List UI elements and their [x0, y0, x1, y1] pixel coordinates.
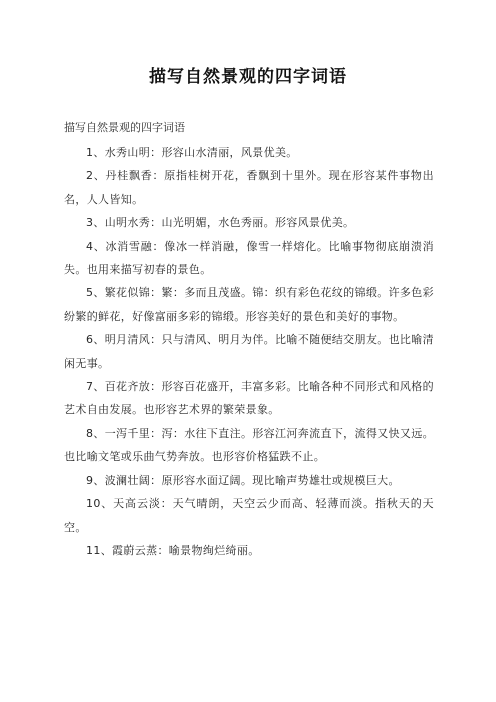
entry-paragraph: 5、繁花似锦：繁：多而且茂盛。锦：织有彩色花纹的锦缎。许多色彩纷繁的鲜花，好像富丽多彩的锦缎。形容美好的景色和美好的事物。 — [64, 286, 434, 323]
entry-paragraph: 8、一泻千里：泻：水往下直注。形容江河奔流直下，流得又快又远。也比喻文笔或乐曲气势奔放。也形容价格猛跌不止。 — [64, 426, 434, 464]
entry-paragraph: 3、山明水秀：山光明媚，水色秀丽。形容风景优美。 — [86, 216, 355, 230]
entry-list — [64, 141, 434, 562]
entry-paragraph: 9、波澜壮阔：原形容水面辽阔。现比喻声势雄壮或规模巨大。 — [86, 473, 400, 487]
entry-paragraph: 10、天高云淡：天气晴朗，天空云少而高、轻薄而淡。指秋天的天空。 — [64, 497, 434, 534]
entry-paragraph: 7、百花齐放：形容百花盛开，丰富多彩。比喻各种不同形式和风格的艺术自由发展。也形容艺术界的繁荣景象。 — [64, 380, 434, 417]
section-subtitle: 描写自然景观的四字词语 — [64, 121, 185, 134]
entry-paragraph: 11、霞蔚云蒸：喻景物绚烂绮丽。 — [86, 543, 260, 557]
page-title: 描写自然景观的四字词语 — [149, 67, 347, 87]
entry-paragraph: 6、明月清风：只与清风、明月为伴。比喻不随便结交朋友。也比喻清闲无事。 — [64, 333, 434, 370]
entry-paragraph: 2、丹桂飘香：原指桂树开花，香飘到十里外。现在形容某件事物出名，人人皆知。 — [64, 169, 434, 206]
entry-paragraph: 4、冰消雪融：像冰一样消融，像雪一样熔化。比喻事物彻底崩溃消失。也用来描写初春的景色。 — [64, 239, 434, 277]
entry-paragraph: 1、水秀山明：形容山水清丽，风景优美。 — [86, 146, 298, 159]
